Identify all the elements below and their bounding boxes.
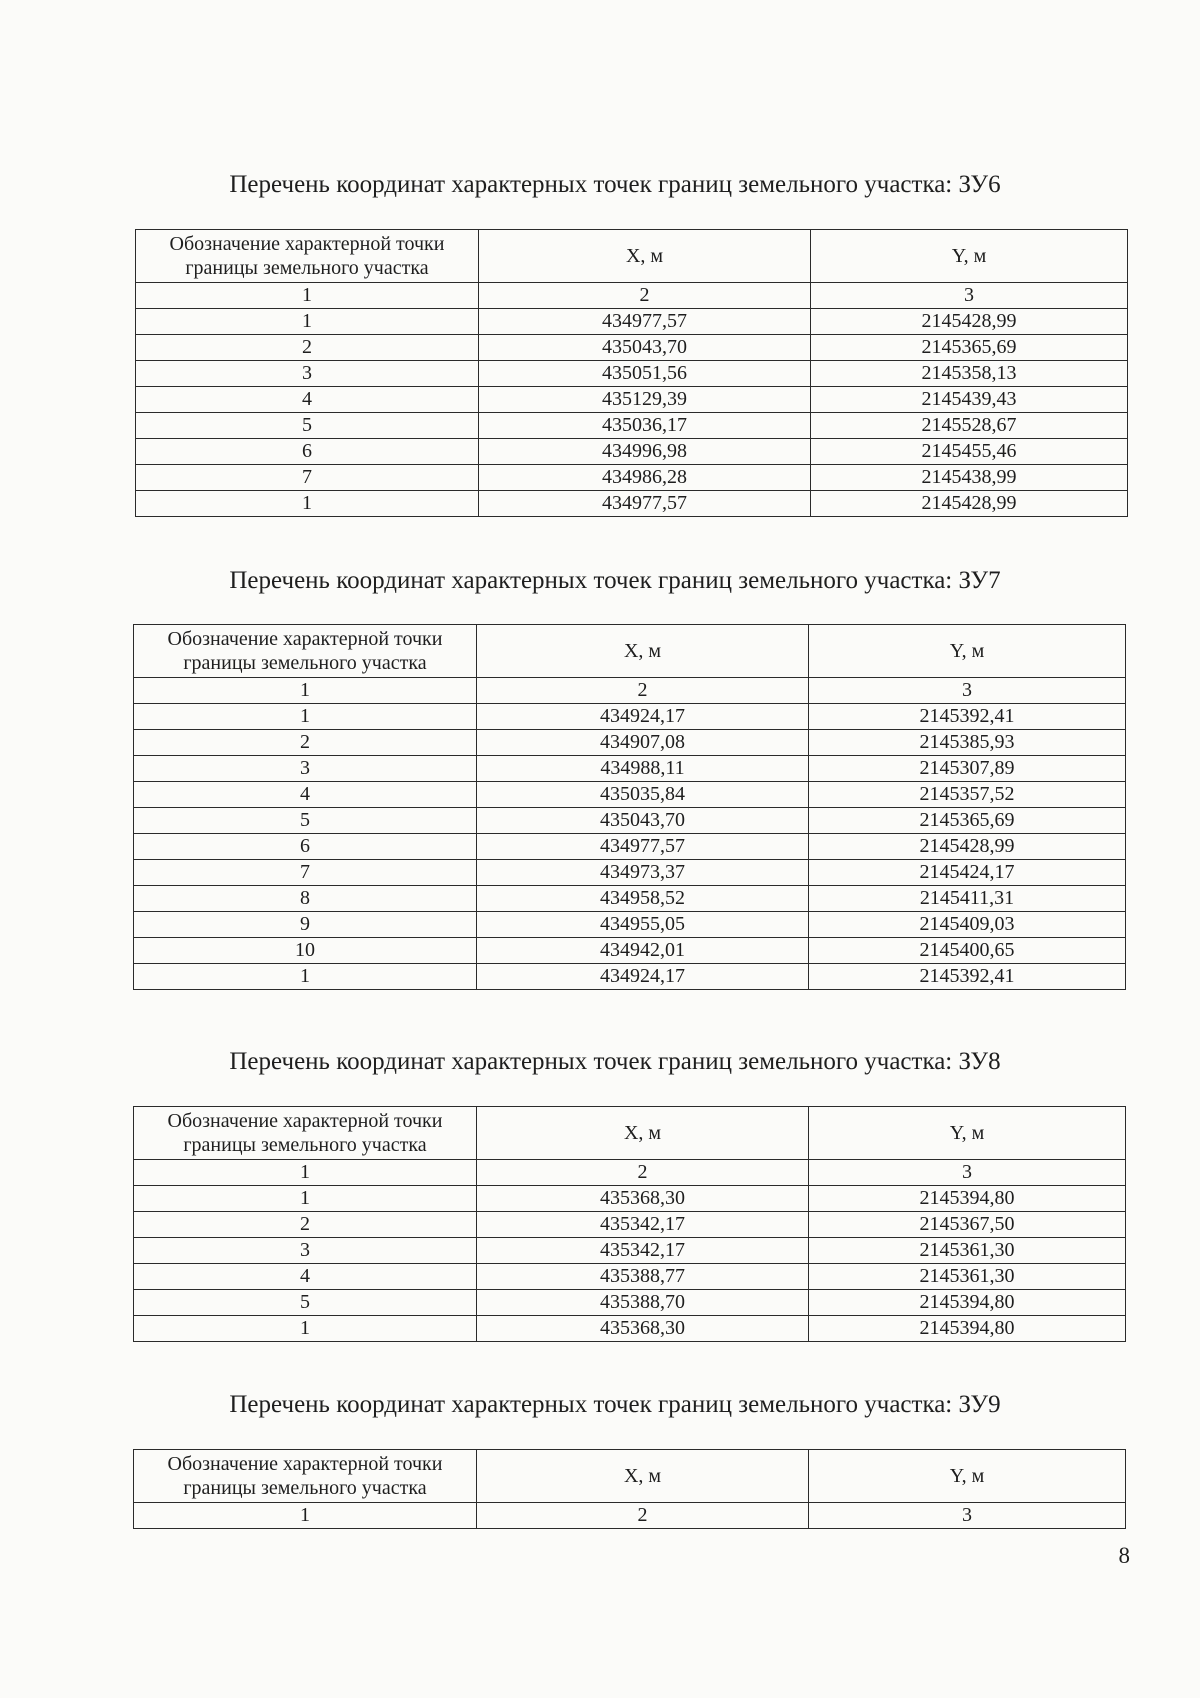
header-x: X, м [477,1450,809,1503]
y-coordinate-cell: 2145438,99 [811,465,1128,491]
point-number-cell: 8 [134,886,477,912]
point-number-cell: 7 [136,465,479,491]
y-coordinate-cell: 2145357,52 [809,782,1126,808]
point-number-cell: 1 [134,1316,477,1342]
section-title-zu6: Перечень координат характерных точек границ земельного участка: ЗУ6 [229,171,1001,198]
x-coordinate-cell: 434977,57 [479,309,811,335]
header-y: Y, м [809,625,1126,678]
table-row [136,491,1128,517]
table-header-row [134,1450,1126,1503]
y-coordinate-cell: 2145385,93 [809,730,1126,756]
table-row [134,1290,1126,1316]
column-number-row [134,1160,1126,1186]
y-coordinate-cell: 2145428,99 [811,309,1128,335]
y-coordinate-cell: 2145455,46 [811,439,1128,465]
coordinates-table-zu9 [133,1449,1126,1529]
table-row [134,1264,1126,1290]
y-coordinate-cell: 2145365,69 [811,335,1128,361]
column-number: 2 [479,283,811,309]
point-number-cell: 4 [134,782,477,808]
point-number-cell: 1 [134,1186,477,1212]
y-coordinate-cell: 2145367,50 [809,1212,1126,1238]
y-coordinate-cell: 2145424,17 [809,860,1126,886]
point-number-cell: 2 [134,730,477,756]
y-coordinate-cell: 2145394,80 [809,1290,1126,1316]
x-coordinate-cell: 434996,98 [479,439,811,465]
table-row [134,938,1126,964]
column-number: 2 [477,1503,809,1529]
y-coordinate-cell: 2145409,03 [809,912,1126,938]
x-coordinate-cell: 434986,28 [479,465,811,491]
section-title-zu7: Перечень координат характерных точек границ земельного участка: ЗУ7 [229,567,1001,594]
table-row [134,886,1126,912]
header-y: Y, м [809,1450,1126,1503]
point-number-cell: 5 [134,808,477,834]
coordinates-table-zu8 [133,1106,1126,1342]
table-row [134,912,1126,938]
table-row [136,335,1128,361]
x-coordinate-cell: 434907,08 [477,730,809,756]
point-number-cell: 3 [134,756,477,782]
point-number-cell: 2 [136,335,479,361]
header-point-designation: Обозначение характерной точки границы земельного участка [136,230,479,283]
x-coordinate-cell: 434924,17 [477,964,809,990]
x-coordinate-cell: 435051,56 [479,361,811,387]
header-x: X, м [477,1107,809,1160]
coordinates-table-zu6 [135,229,1128,517]
column-number-row [134,1503,1126,1529]
point-number-cell: 4 [136,387,479,413]
header-y: Y, м [811,230,1128,283]
y-coordinate-cell: 2145400,65 [809,938,1126,964]
column-number: 1 [136,283,479,309]
x-coordinate-cell: 435368,30 [477,1186,809,1212]
point-number-cell: 6 [134,834,477,860]
y-coordinate-cell: 2145439,43 [811,387,1128,413]
column-number-row [134,678,1126,704]
column-number: 3 [811,283,1128,309]
table-header-row [134,625,1126,678]
point-number-cell: 5 [136,413,479,439]
point-number-cell: 5 [134,1290,477,1316]
x-coordinate-cell: 434924,17 [477,704,809,730]
column-number: 3 [809,1160,1126,1186]
x-coordinate-cell: 435342,17 [477,1238,809,1264]
table-row [134,1238,1126,1264]
y-coordinate-cell: 2145528,67 [811,413,1128,439]
table-header-row [134,1107,1126,1160]
y-coordinate-cell: 2145392,41 [809,964,1126,990]
table-row [136,361,1128,387]
table-row [134,1212,1126,1238]
y-coordinate-cell: 2145428,99 [811,491,1128,517]
x-coordinate-cell: 434955,05 [477,912,809,938]
x-coordinate-cell: 434973,37 [477,860,809,886]
table-row [136,465,1128,491]
table-row [134,860,1126,886]
table-row [136,439,1128,465]
header-x: X, м [477,625,809,678]
x-coordinate-cell: 435342,17 [477,1212,809,1238]
x-coordinate-cell: 434942,01 [477,938,809,964]
y-coordinate-cell: 2145307,89 [809,756,1126,782]
y-coordinate-cell: 2145365,69 [809,808,1126,834]
header-x: X, м [479,230,811,283]
column-number: 2 [477,1160,809,1186]
x-coordinate-cell: 434977,57 [479,491,811,517]
table-row [134,834,1126,860]
column-number: 3 [809,1503,1126,1529]
y-coordinate-cell: 2145392,41 [809,704,1126,730]
x-coordinate-cell: 435036,17 [479,413,811,439]
x-coordinate-cell: 435368,30 [477,1316,809,1342]
table-row [134,756,1126,782]
point-number-cell: 1 [136,309,479,335]
header-point-designation: Обозначение характерной точки границы земельного участка [134,1450,477,1503]
column-number: 3 [809,678,1126,704]
coordinates-table-zu7 [133,624,1126,990]
table-header-row [136,230,1128,283]
table-row [134,808,1126,834]
column-number-row [136,283,1128,309]
table-row [136,413,1128,439]
column-number: 1 [134,1503,477,1529]
point-number-cell: 2 [134,1212,477,1238]
point-number-cell: 9 [134,912,477,938]
y-coordinate-cell: 2145358,13 [811,361,1128,387]
point-number-cell: 6 [136,439,479,465]
table-row [134,730,1126,756]
point-number-cell: 7 [134,860,477,886]
section-title-zu8: Перечень координат характерных точек границ земельного участка: ЗУ8 [229,1048,1001,1075]
x-coordinate-cell: 435388,70 [477,1290,809,1316]
x-coordinate-cell: 435035,84 [477,782,809,808]
page-number: 8 [1118,1543,1130,1568]
table-row [136,309,1128,335]
y-coordinate-cell: 2145361,30 [809,1264,1126,1290]
x-coordinate-cell: 434977,57 [477,834,809,860]
section-title-zu9: Перечень координат характерных точек границ земельного участка: ЗУ9 [229,1391,1001,1418]
table-row [134,964,1126,990]
y-coordinate-cell: 2145394,80 [809,1186,1126,1212]
column-number: 2 [477,678,809,704]
y-coordinate-cell: 2145411,31 [809,886,1126,912]
column-number: 1 [134,678,477,704]
x-coordinate-cell: 435043,70 [479,335,811,361]
point-number-cell: 1 [136,491,479,517]
point-number-cell: 3 [136,361,479,387]
header-y: Y, м [809,1107,1126,1160]
table-row [134,1186,1126,1212]
x-coordinate-cell: 434988,11 [477,756,809,782]
y-coordinate-cell: 2145394,80 [809,1316,1126,1342]
y-coordinate-cell: 2145361,30 [809,1238,1126,1264]
header-point-designation: Обозначение характерной точки границы земельного участка [134,625,477,678]
x-coordinate-cell: 435388,77 [477,1264,809,1290]
point-number-cell: 3 [134,1238,477,1264]
point-number-cell: 10 [134,938,477,964]
x-coordinate-cell: 435129,39 [479,387,811,413]
column-number: 1 [134,1160,477,1186]
table-row [136,387,1128,413]
x-coordinate-cell: 434958,52 [477,886,809,912]
y-coordinate-cell: 2145428,99 [809,834,1126,860]
table-row [134,782,1126,808]
table-row [134,704,1126,730]
point-number-cell: 4 [134,1264,477,1290]
point-number-cell: 1 [134,704,477,730]
table-row [134,1316,1126,1342]
x-coordinate-cell: 435043,70 [477,808,809,834]
point-number-cell: 1 [134,964,477,990]
header-point-designation: Обозначение характерной точки границы земельного участка [134,1107,477,1160]
